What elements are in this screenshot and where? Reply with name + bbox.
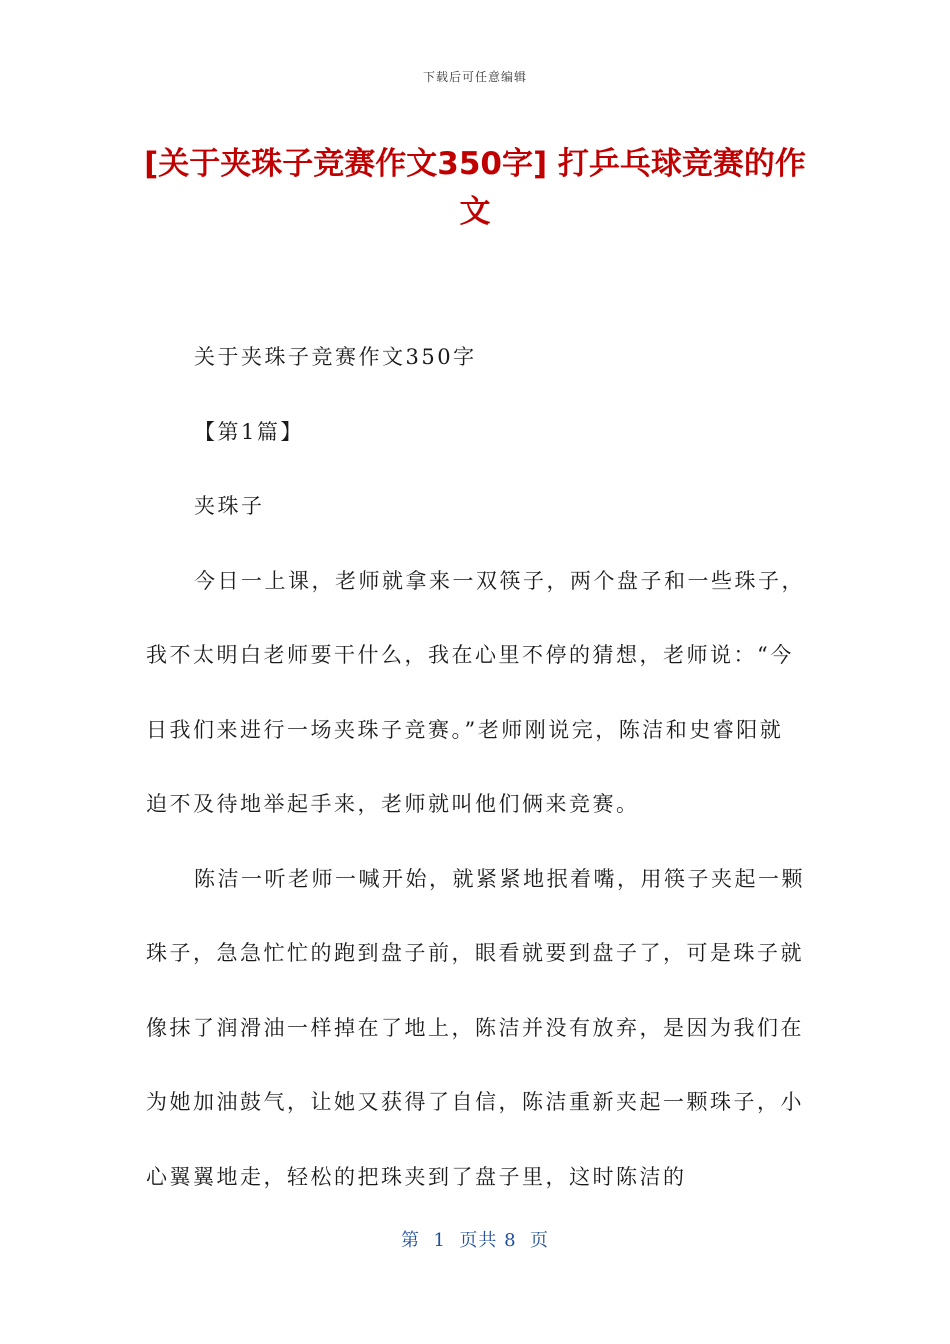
- paragraph: 陈洁一听老师一喊开始，就紧紧地抿着嘴，用筷子夹起一颗珠子，急急忙忙的跑到盘子前，眼看就要到盘子了，可是珠子就像抹了润滑油一样掉在了地上，陈洁并没有放弃，是因为我们在为她加油鼓气，让她又获得了自信，陈洁重新夹起一颗珠子，小心翼翼地走，轻松的把珠夹到了盘子里，这时陈洁的: [146, 866, 805, 1189]
- subtitle: 关于夹珠子竞赛作文350字: [194, 345, 477, 369]
- page-number-footer: 第 1 页共 8 页: [401, 1230, 549, 1251]
- paragraph: 今日一上课，老师就拿来一双筷子，两个盘子和一些珠子，我不太明白老师要干什么，我在心里不停的猜想，老师说：“今日我们来进行一场夹珠子竞赛。”老师刚说完，陈洁和史睿阳就迫不及待地举起手来，老师就叫他们俩来竞赛。: [146, 568, 805, 816]
- section-label: 【第1篇】: [194, 419, 304, 444]
- essay-title: 夹珠子: [194, 494, 265, 518]
- document-title: [关于夹珠子竞赛作文350字] 打乒乓球竞赛的作文: [144, 146, 806, 230]
- document-body: [146, 320, 806, 1214]
- header-note: 下载后可任意编辑: [422, 70, 527, 84]
